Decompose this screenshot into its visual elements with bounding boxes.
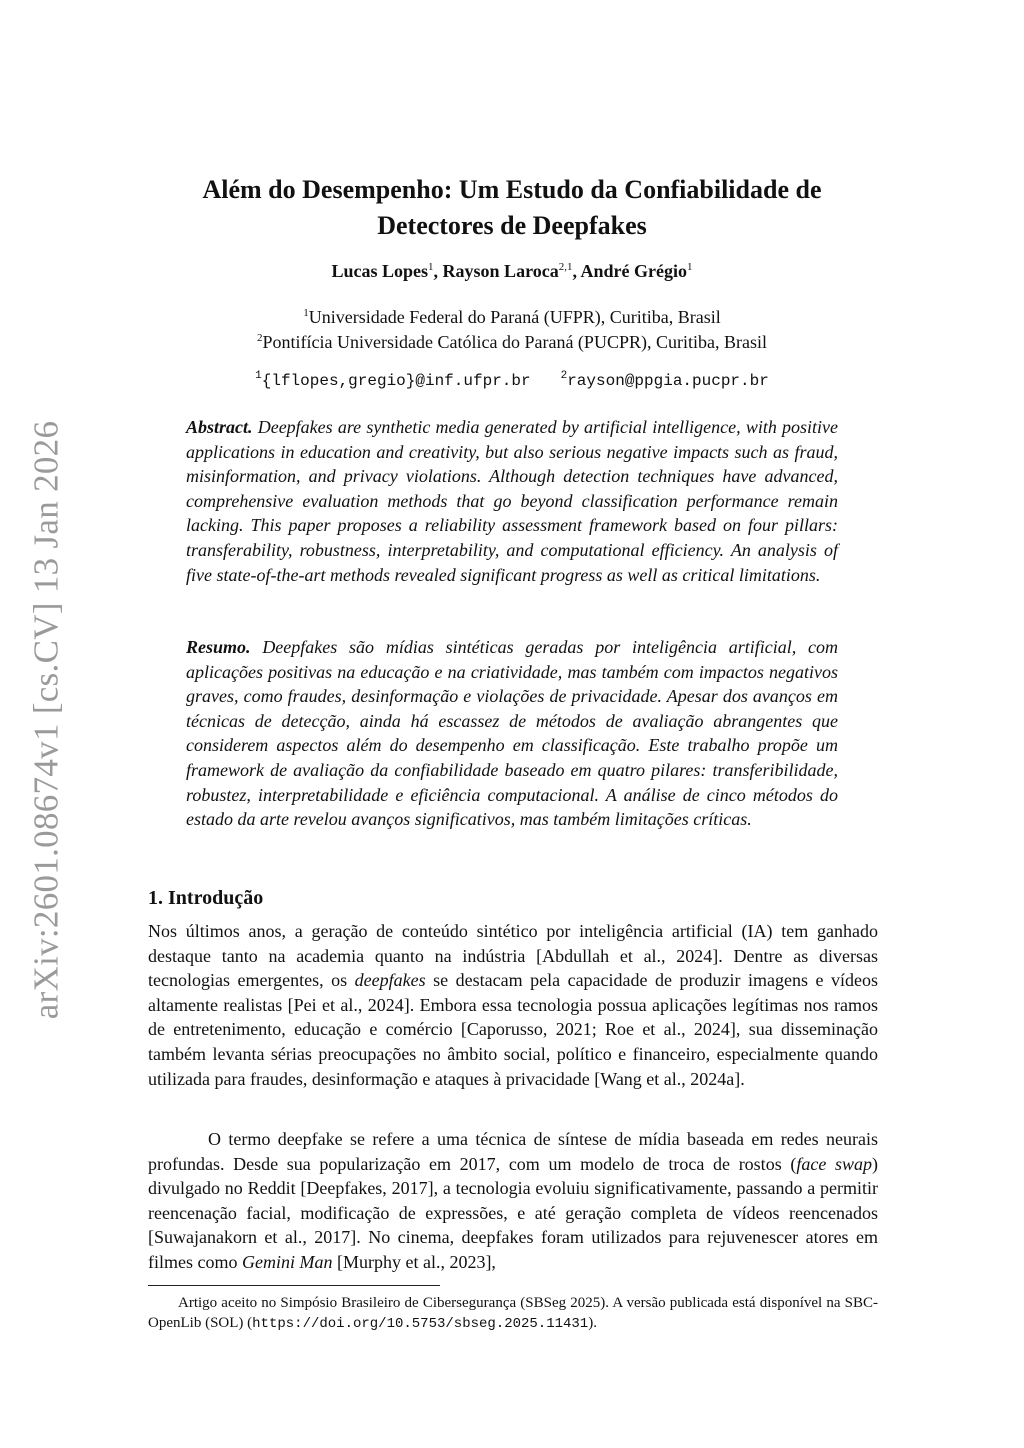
title-line-1: Além do Desempenho: Um Estudo da Confiabilidade de bbox=[202, 175, 822, 204]
arxiv-stamp bbox=[16, 420, 76, 1020]
author-emails bbox=[120, 369, 904, 393]
arxiv-stamp-text: arXiv:2601.08674v1 [cs.CV] 13 Jan 2026 bbox=[26, 420, 65, 1020]
affiliations bbox=[120, 305, 904, 355]
emphasis-term: deepfakes bbox=[354, 970, 426, 991]
body-paragraph-2 bbox=[148, 1127, 878, 1275]
author-affil-sup: 1 bbox=[428, 261, 434, 273]
abstract-label: Abstract. bbox=[186, 417, 253, 437]
doi-link[interactable]: https://doi.org/10.5753/sbseg.2025.11431 bbox=[252, 1316, 589, 1332]
paragraph-text: [Murphy et al., 2023], bbox=[332, 1251, 496, 1272]
section-heading: 1. Introdução bbox=[148, 887, 264, 909]
author-name: Rayson Laroca bbox=[442, 261, 559, 281]
author-list bbox=[120, 258, 904, 284]
resumo-label: Resumo. bbox=[186, 637, 251, 657]
email-address[interactable]: {lflopes,gregio}@inf.ufpr.br bbox=[261, 372, 531, 390]
emphasis-term: Gemini Man bbox=[241, 1251, 333, 1272]
footnote-rule bbox=[148, 1285, 440, 1286]
footnote bbox=[148, 1293, 878, 1334]
paper-title bbox=[120, 172, 904, 244]
author-separator: , bbox=[433, 261, 443, 281]
resumo-block bbox=[186, 635, 838, 832]
emphasis-term: face swap bbox=[796, 1153, 872, 1174]
footnote-end: ). bbox=[588, 1315, 597, 1331]
author-affil-sup: 2,1 bbox=[558, 261, 573, 273]
affiliation-text: Universidade Federal do Paraná (UFPR), Curitiba, Brasil bbox=[308, 307, 721, 327]
email-address[interactable]: rayson@ppgia.pucpr.br bbox=[567, 372, 769, 390]
author-name: André Grégio bbox=[580, 261, 687, 281]
affiliation-2 bbox=[120, 330, 904, 355]
affiliation-sup: 2 bbox=[257, 332, 263, 344]
paragraph-text: ) divulgado no Reddit [Deepfakes, 2017], a tecnologia evoluiu significativamente, passando a permitir reencenação facial, modificação de expressões, e até geração completa de vídeos reencenados [Suwajanakorn et al., 2017]. No cinema, deepfakes foram utilizados para rejuvenescer atores em filmes como bbox=[148, 1153, 878, 1272]
email-sup: 1 bbox=[255, 370, 262, 382]
footnote-text: Artigo aceito no Simpósio Brasileiro de Cibersegurança (SBSeg 2025). A versão publicada está disponível na SBC-OpenLib (SOL) ( bbox=[148, 1295, 878, 1331]
author-name: Lucas Lopes bbox=[331, 261, 429, 281]
affiliation-1 bbox=[120, 305, 904, 330]
affiliation-text: Pontifícia Universidade Católica do Paraná (PUCPR), Curitiba, Brasil bbox=[262, 332, 767, 352]
paragraph-text: Nos últimos anos, a geração de conteúdo sintético por inteligência artificial (IA) tem ganhado destaque tanto na academia quanto na indústria [Abdullah et al., 2024]. Dentre as diversas tecnologias emergentes, os bbox=[148, 921, 878, 991]
paragraph-text: se destacam pela capacidade de produzir imagens e vídeos altamente realistas [Pei et al., 2024]. Embora essa tecnologia possua aplicações legítimas nos ramos de entretenimento, educação e comércio [Caporusso, 2021; Roe et al., 2024], sua disseminação também levanta sérias preocupações no âmbito social, político e financeiro, especialmente quando utilizada para fraudes, desinformação e ataques à privacidade [Wang et al., 2024a]. bbox=[148, 970, 878, 1089]
title-line-2: Detectores de Deepfakes bbox=[377, 211, 647, 240]
author-separator: , bbox=[572, 261, 581, 281]
abstract-text: Deepfakes are synthetic media generated by artificial intelligence, with positive applications in education and creativity, but also serious negative impacts such as fraud, misinformation, and privacy violations. Although detection techniques have advanced, comprehensive evaluation methods that go beyond classification performance remain lacking. This paper proposes a reliability assessment framework based on four pillars: transferability, robustness, interpretability, and computational efficiency. An analysis of five state-of-the-art methods revealed significant progress as well as critical limitations. bbox=[186, 417, 839, 585]
paragraph-text: O termo deepfake se refere a uma técnica de síntese de mídia baseada em redes neurais profundas. Desde sua popularização em 2017, com um modelo de troca de rostos ( bbox=[148, 1129, 878, 1174]
resumo-text: Deepfakes são mídias sintéticas geradas por inteligência artificial, com aplicações positivas na educação e na criatividade, mas também com impactos negativos graves, como fraudes, desinformação e violações de privacidade. Apesar dos avanços em técnicas de detecção, ainda há escassez de métodos de avaliação abrangentes que considerem aspectos além do desempenho em classificação. Este trabalho propõe um framework de avaliação da confiabilidade baseado em quatro pilares: transferibilidade, robustez, interpretabilidade e eficiência computacional. A análise de cinco métodos do estado da arte revelou avanços significativos, mas também limitações críticas. bbox=[186, 637, 839, 830]
body-paragraph-1 bbox=[148, 919, 878, 1091]
abstract-block bbox=[186, 415, 838, 587]
affiliation-sup: 1 bbox=[303, 307, 309, 319]
email-sup: 2 bbox=[560, 370, 568, 382]
author-affil-sup: 1 bbox=[686, 261, 693, 273]
